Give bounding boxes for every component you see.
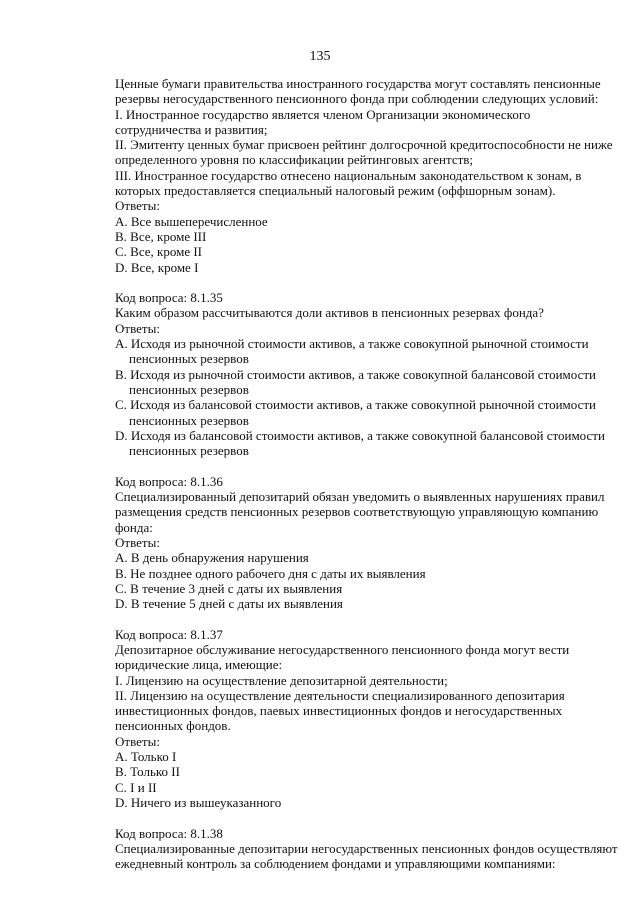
answer-option <box>115 596 615 611</box>
question-code: Код вопроса: 8.1.35 <box>115 290 223 306</box>
answer-option-line: A. Все вышеперечисленное <box>115 213 268 229</box>
answer-option <box>115 244 615 259</box>
answer-option-line: C. Исходя из балансовой стоимости активов, а также совокупной рыночной стоимости <box>115 397 596 413</box>
condition-line: I. Лицензию на осуществление депозитарной деятельности; <box>115 672 448 688</box>
answer-option-line: пенсионных резервов <box>129 381 249 397</box>
answer-option-line: A. Исходя из рыночной стоимости активов, а также совокупной рыночной стоимости <box>115 336 589 352</box>
question-block <box>115 474 615 612</box>
answer-option <box>115 260 615 275</box>
answer-option-line: D. Ничего из вышеуказанного <box>115 794 282 810</box>
question-block <box>115 825 618 872</box>
answer-option <box>115 566 615 581</box>
question-code: Код вопроса: 8.1.38 <box>115 825 223 841</box>
answers-label: Ответы: <box>115 198 160 214</box>
condition-line: определенного уровня по классификации рейтинговых агентств; <box>115 152 474 168</box>
question-condition <box>115 168 615 199</box>
question-text: резервы негосударственного пенсионного фонда при соблюдении следующих условий: <box>115 91 599 107</box>
condition-line: пенсионных фондов. <box>115 718 231 734</box>
question-text: Депозитарное обслуживание негосударственного пенсионного фонда могут вести <box>115 641 570 657</box>
spacer <box>115 458 615 473</box>
answer-option-line: D. В течение 5 дней с даты их выявления <box>115 596 343 612</box>
question-condition <box>115 673 615 688</box>
condition-line: I. Иностранное государство является членом Организации экономического <box>115 106 531 122</box>
question-text: ежедневный контроль за соблюдением фондами и управляющими компаниями: <box>115 856 556 872</box>
condition-line: которых предоставляется специальный налоговый режим (оффшорным зонам). <box>115 183 556 199</box>
question-block <box>115 627 615 811</box>
answer-option-line: B. Исходя из рыночной стоимости активов, а также совокупной балансовой стоимости <box>115 366 596 382</box>
question-condition <box>115 688 615 734</box>
answer-option-line: B. Не позднее одного рабочего дня с даты их выявления <box>115 565 426 581</box>
answer-option <box>115 795 615 810</box>
page-number: 135 <box>309 49 331 64</box>
question-condition <box>115 107 615 138</box>
condition-line: II. Эмитенту ценных бумаг присвоен рейтинг долгосрочной кредитоспособности не ниже <box>115 137 613 153</box>
answer-option-line: A. Только I <box>115 749 177 765</box>
answer-option-line: пенсионных резервов <box>129 412 249 428</box>
answer-option-line: C. Все, кроме II <box>115 244 203 260</box>
question-text: размещения средств пенсионных резервов соответствующую управляющую компанию <box>115 504 599 520</box>
answers-label: Ответы: <box>115 733 160 749</box>
question-block <box>115 290 615 458</box>
answer-option <box>115 336 615 367</box>
answer-option-line: B. Только II <box>115 764 180 780</box>
answer-option-line: A. В день обнаружения нарушения <box>115 550 309 566</box>
answer-option <box>115 397 615 428</box>
question-text: фонда: <box>115 519 153 535</box>
answer-option-line: D. Все, кроме I <box>115 259 199 275</box>
answer-option <box>115 428 615 459</box>
question-text: Ценные бумаги правительства иностранного государства могут составлять пенсионные <box>115 76 601 91</box>
condition-line: сотрудничества и развития; <box>115 121 268 137</box>
answer-option-line: C. I и II <box>115 779 157 795</box>
document-body <box>115 76 618 872</box>
condition-line: II. Лицензию на осуществление деятельности специализированного депозитария <box>115 687 565 703</box>
question-text: Каким образом рассчитываются доли активов в пенсионных резервах фонда? <box>115 305 544 321</box>
answer-option <box>115 780 615 795</box>
answer-option-line: B. Все, кроме III <box>115 228 207 244</box>
answer-option <box>115 229 615 244</box>
question-text: Специализированный депозитарий обязан уведомить о выявленных нарушениях правил <box>115 489 605 505</box>
condition-line: III. Иностранное государство отнесено национальным законодательством к зонам, в <box>115 167 582 183</box>
answers-label: Ответы: <box>115 320 160 336</box>
question-text: юридические лица, имеющие: <box>115 657 283 673</box>
answer-option <box>115 581 615 596</box>
answer-option <box>115 764 615 779</box>
spacer <box>115 275 615 290</box>
question-code: Код вопроса: 8.1.37 <box>115 626 223 642</box>
question-text: Специализированные депозитарии негосударственных пенсионных фондов осуществляют <box>115 840 618 856</box>
answer-option-line: пенсионных резервов <box>129 443 249 459</box>
question-block <box>115 76 615 275</box>
spacer <box>115 810 615 825</box>
spacer <box>115 611 615 626</box>
answer-option-line: C. В течение 3 дней с даты их выявления <box>115 580 343 596</box>
answer-option <box>115 749 615 764</box>
question-condition <box>115 137 615 168</box>
answer-option <box>115 367 615 398</box>
answer-option-line: D. Исходя из балансовой стоимости активов, а также совокупной балансовой стоимости <box>115 427 605 443</box>
answer-option <box>115 214 615 229</box>
question-code: Код вопроса: 8.1.36 <box>115 473 223 489</box>
condition-line: инвестиционных фондов, паевых инвестиционных фондов и негосударственных <box>115 703 563 719</box>
answer-option-line: пенсионных резервов <box>129 351 249 367</box>
answers-label: Ответы: <box>115 534 160 550</box>
answer-option <box>115 550 615 565</box>
